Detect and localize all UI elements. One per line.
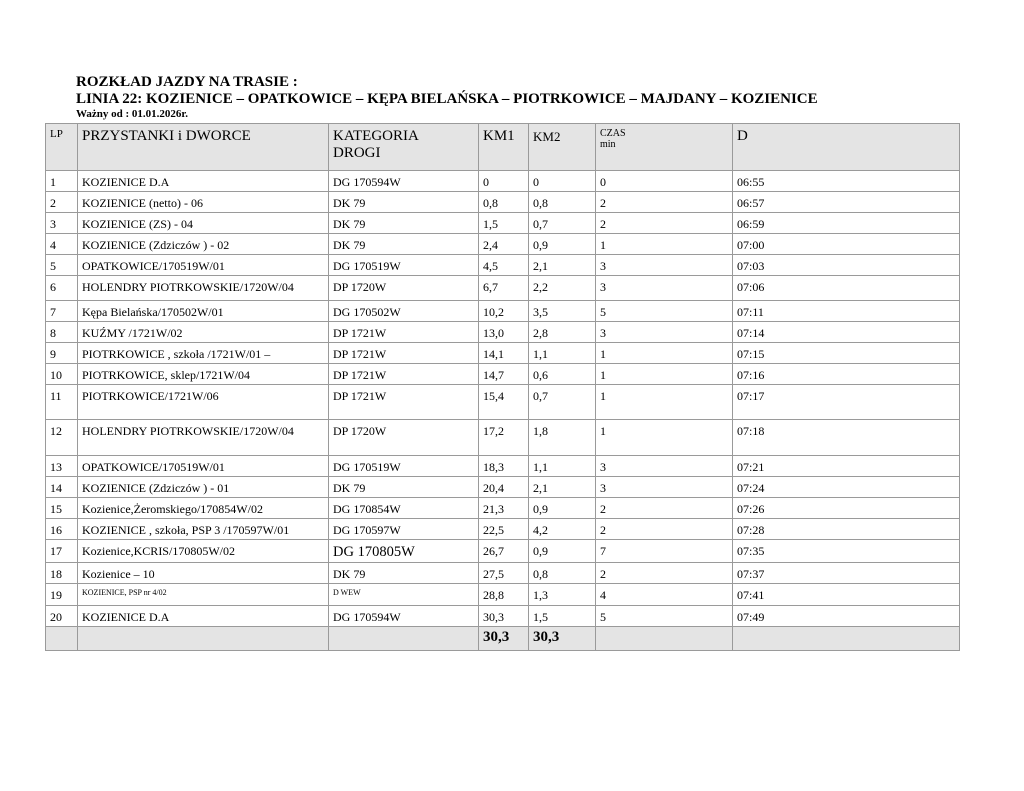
cell-stop: Kozienice,Żeromskiego/170854W/02 — [78, 498, 329, 519]
cell-time: 3 — [596, 255, 733, 276]
table-row — [46, 477, 960, 498]
route-name: LINIA 22: KOZIENICE – OPATKOWICE – KĘPA BIELAŃSKA – PIOTRKOWICE – MAJDANY – KOZIENICE — [76, 91, 818, 107]
cell-km1: 2,4 — [479, 234, 529, 255]
cell-lp: 11 — [46, 385, 78, 420]
cell-stop: Kozienice – 10 — [78, 563, 329, 584]
cell-road: DK 79 — [329, 234, 479, 255]
table-row — [46, 213, 960, 234]
cell-stop: KOZIENICE (Zdziczów ) - 02 — [78, 234, 329, 255]
cell-time: 2 — [596, 498, 733, 519]
cell-road: DG 170854W — [329, 498, 479, 519]
cell-lp: 9 — [46, 343, 78, 364]
cell-road: DP 1721W — [329, 364, 479, 385]
valid-from: Ważny od : 01.01.2026r. — [76, 108, 189, 120]
cell-time: 5 — [596, 606, 733, 627]
cell-km2: 1,3 — [529, 584, 596, 606]
table-row — [46, 322, 960, 343]
table-row — [46, 276, 960, 301]
totals-cell-empty — [46, 627, 78, 651]
cell-road: DG 170519W — [329, 456, 479, 477]
cell-km1: 26,7 — [479, 540, 529, 563]
cell-km1: 1,5 — [479, 213, 529, 234]
cell-d: 07:03 — [733, 255, 960, 276]
cell-stop: Kozienice,KCRIS/170805W/02 — [78, 540, 329, 563]
cell-lp: 4 — [46, 234, 78, 255]
table-row — [46, 498, 960, 519]
cell-time: 2 — [596, 213, 733, 234]
col-header-time-line2: min — [600, 139, 616, 150]
cell-km2: 1,1 — [529, 343, 596, 364]
cell-d: 07:28 — [733, 519, 960, 540]
cell-time: 3 — [596, 477, 733, 498]
col-header-km2: KM2 — [529, 124, 596, 171]
col-header-category-line1: KATEGORIA — [333, 128, 419, 144]
col-header-km1: KM1 — [479, 124, 529, 171]
cell-km2: 1,5 — [529, 606, 596, 627]
cell-km1: 17,2 — [479, 420, 529, 456]
cell-road: DG 170519W — [329, 255, 479, 276]
cell-stop: HOLENDRY PIOTRKOWSKIE/1720W/04 — [78, 276, 329, 301]
col-header-time-line1: CZAS — [600, 128, 626, 139]
cell-stop: Kępa Bielańska/170502W/01 — [78, 301, 329, 322]
cell-d: 07:41 — [733, 584, 960, 606]
cell-stop: OPATKOWICE/170519W/01 — [78, 456, 329, 477]
table-row — [46, 456, 960, 477]
cell-km1: 15,4 — [479, 385, 529, 420]
table-row — [46, 584, 960, 606]
cell-lp: 18 — [46, 563, 78, 584]
col-header-category — [329, 124, 479, 171]
cell-stop: KOZIENICE (ZS) - 04 — [78, 213, 329, 234]
cell-time: 2 — [596, 519, 733, 540]
cell-road: DP 1720W — [329, 420, 479, 456]
cell-km2: 2,1 — [529, 255, 596, 276]
total-km2: 30,3 — [529, 627, 596, 651]
col-header-stops: PRZYSTANKI i DWORCE — [78, 124, 329, 171]
cell-lp: 8 — [46, 322, 78, 343]
cell-stop: KOZIENICE , szkoła, PSP 3 /170597W/01 — [78, 519, 329, 540]
cell-lp: 3 — [46, 213, 78, 234]
table-row — [46, 234, 960, 255]
cell-time: 1 — [596, 420, 733, 456]
cell-d: 07:00 — [733, 234, 960, 255]
cell-d: 07:49 — [733, 606, 960, 627]
totals-cell-empty — [596, 627, 733, 651]
cell-stop: PIOTRKOWICE, sklep/1721W/04 — [78, 364, 329, 385]
cell-stop: HOLENDRY PIOTRKOWSKIE/1720W/04 — [78, 420, 329, 456]
cell-lp: 19 — [46, 584, 78, 606]
cell-d: 07:18 — [733, 420, 960, 456]
cell-road: DP 1721W — [329, 343, 479, 364]
cell-km1: 6,7 — [479, 276, 529, 301]
cell-d: 07:15 — [733, 343, 960, 364]
cell-km2: 2,2 — [529, 276, 596, 301]
cell-time: 1 — [596, 234, 733, 255]
cell-lp: 13 — [46, 456, 78, 477]
cell-km2: 2,8 — [529, 322, 596, 343]
cell-km2: 1,1 — [529, 456, 596, 477]
cell-stop: KOZIENICE (netto) - 06 — [78, 192, 329, 213]
cell-road: DG 170805W — [329, 540, 479, 563]
cell-road: DP 1720W — [329, 276, 479, 301]
cell-km1: 0 — [479, 171, 529, 192]
cell-km1: 21,3 — [479, 498, 529, 519]
table-row — [46, 255, 960, 276]
cell-km2: 4,2 — [529, 519, 596, 540]
cell-km1: 18,3 — [479, 456, 529, 477]
cell-d: 07:37 — [733, 563, 960, 584]
cell-d: 07:35 — [733, 540, 960, 563]
cell-lp: 10 — [46, 364, 78, 385]
cell-d: 07:06 — [733, 276, 960, 301]
cell-road: DK 79 — [329, 213, 479, 234]
cell-d: 07:16 — [733, 364, 960, 385]
cell-lp: 20 — [46, 606, 78, 627]
cell-road: DK 79 — [329, 563, 479, 584]
col-header-d: D — [733, 124, 960, 171]
cell-road: DG 170594W — [329, 171, 479, 192]
table-row — [46, 171, 960, 192]
cell-lp: 7 — [46, 301, 78, 322]
table-row — [46, 192, 960, 213]
cell-km2: 1,8 — [529, 420, 596, 456]
cell-road: D WEW — [329, 584, 479, 606]
cell-stop: KOZIENICE D.A — [78, 171, 329, 192]
cell-d: 06:55 — [733, 171, 960, 192]
cell-km1: 10,2 — [479, 301, 529, 322]
cell-time: 7 — [596, 540, 733, 563]
cell-road: DP 1721W — [329, 385, 479, 420]
cell-time: 2 — [596, 192, 733, 213]
cell-time: 1 — [596, 385, 733, 420]
cell-road: DG 170594W — [329, 606, 479, 627]
cell-km2: 0,6 — [529, 364, 596, 385]
table-row — [46, 420, 960, 456]
cell-stop: KUŹMY /1721W/02 — [78, 322, 329, 343]
col-header-time — [596, 124, 733, 171]
cell-lp: 16 — [46, 519, 78, 540]
col-header-lp: LP — [46, 124, 78, 171]
cell-km1: 30,3 — [479, 606, 529, 627]
cell-time: 0 — [596, 171, 733, 192]
cell-km2: 0 — [529, 171, 596, 192]
cell-km2: 0,7 — [529, 213, 596, 234]
cell-lp: 12 — [46, 420, 78, 456]
total-km1: 30,3 — [479, 627, 529, 651]
totals-cell-empty — [329, 627, 479, 651]
cell-stop: PIOTRKOWICE , szkoła /1721W/01 – — [78, 343, 329, 364]
cell-time: 4 — [596, 584, 733, 606]
cell-km1: 4,5 — [479, 255, 529, 276]
cell-road: DK 79 — [329, 477, 479, 498]
cell-km2: 3,5 — [529, 301, 596, 322]
cell-km2: 0,8 — [529, 192, 596, 213]
cell-km2: 2,1 — [529, 477, 596, 498]
cell-lp: 17 — [46, 540, 78, 563]
totals-row — [46, 627, 960, 651]
cell-stop: KOZIENICE, PSP nr 4/02 — [78, 584, 329, 606]
table-row — [46, 606, 960, 627]
cell-lp: 15 — [46, 498, 78, 519]
cell-stop: OPATKOWICE/170519W/01 — [78, 255, 329, 276]
table-row — [46, 540, 960, 563]
cell-d: 07:17 — [733, 385, 960, 420]
cell-d: 07:21 — [733, 456, 960, 477]
cell-d: 06:57 — [733, 192, 960, 213]
document-title: ROZKŁAD JAZDY NA TRASIE : — [76, 74, 298, 90]
cell-km1: 28,8 — [479, 584, 529, 606]
cell-lp: 5 — [46, 255, 78, 276]
cell-lp: 6 — [46, 276, 78, 301]
cell-km1: 13,0 — [479, 322, 529, 343]
cell-km2: 0,9 — [529, 540, 596, 563]
cell-km2: 0,9 — [529, 234, 596, 255]
cell-km1: 20,4 — [479, 477, 529, 498]
cell-d: 07:14 — [733, 322, 960, 343]
cell-time: 5 — [596, 301, 733, 322]
cell-time: 3 — [596, 322, 733, 343]
cell-time: 3 — [596, 276, 733, 301]
cell-road: DG 170502W — [329, 301, 479, 322]
col-header-category-line2: DROGI — [333, 145, 381, 161]
cell-time: 1 — [596, 343, 733, 364]
cell-time: 3 — [596, 456, 733, 477]
cell-d: 07:24 — [733, 477, 960, 498]
timetable — [45, 123, 960, 651]
table-row — [46, 385, 960, 420]
cell-km1: 22,5 — [479, 519, 529, 540]
table-row — [46, 519, 960, 540]
cell-time: 2 — [596, 563, 733, 584]
table-row — [46, 563, 960, 584]
cell-lp: 1 — [46, 171, 78, 192]
table-header-row — [46, 124, 960, 171]
cell-stop: KOZIENICE D.A — [78, 606, 329, 627]
cell-km2: 0,9 — [529, 498, 596, 519]
totals-cell-empty — [733, 627, 960, 651]
cell-stop: KOZIENICE (Zdziczów ) - 01 — [78, 477, 329, 498]
cell-km1: 0,8 — [479, 192, 529, 213]
cell-km2: 0,8 — [529, 563, 596, 584]
cell-lp: 14 — [46, 477, 78, 498]
cell-time: 1 — [596, 364, 733, 385]
cell-road: DG 170597W — [329, 519, 479, 540]
cell-d: 07:26 — [733, 498, 960, 519]
cell-km1: 14,1 — [479, 343, 529, 364]
table-row — [46, 343, 960, 364]
cell-km1: 14,7 — [479, 364, 529, 385]
table-row — [46, 301, 960, 322]
totals-cell-empty — [78, 627, 329, 651]
cell-lp: 2 — [46, 192, 78, 213]
document-header — [76, 74, 818, 120]
cell-stop: PIOTRKOWICE/1721W/06 — [78, 385, 329, 420]
table-row — [46, 364, 960, 385]
cell-road: DK 79 — [329, 192, 479, 213]
cell-d: 06:59 — [733, 213, 960, 234]
cell-road: DP 1721W — [329, 322, 479, 343]
cell-d: 07:11 — [733, 301, 960, 322]
cell-km2: 0,7 — [529, 385, 596, 420]
cell-km1: 27,5 — [479, 563, 529, 584]
